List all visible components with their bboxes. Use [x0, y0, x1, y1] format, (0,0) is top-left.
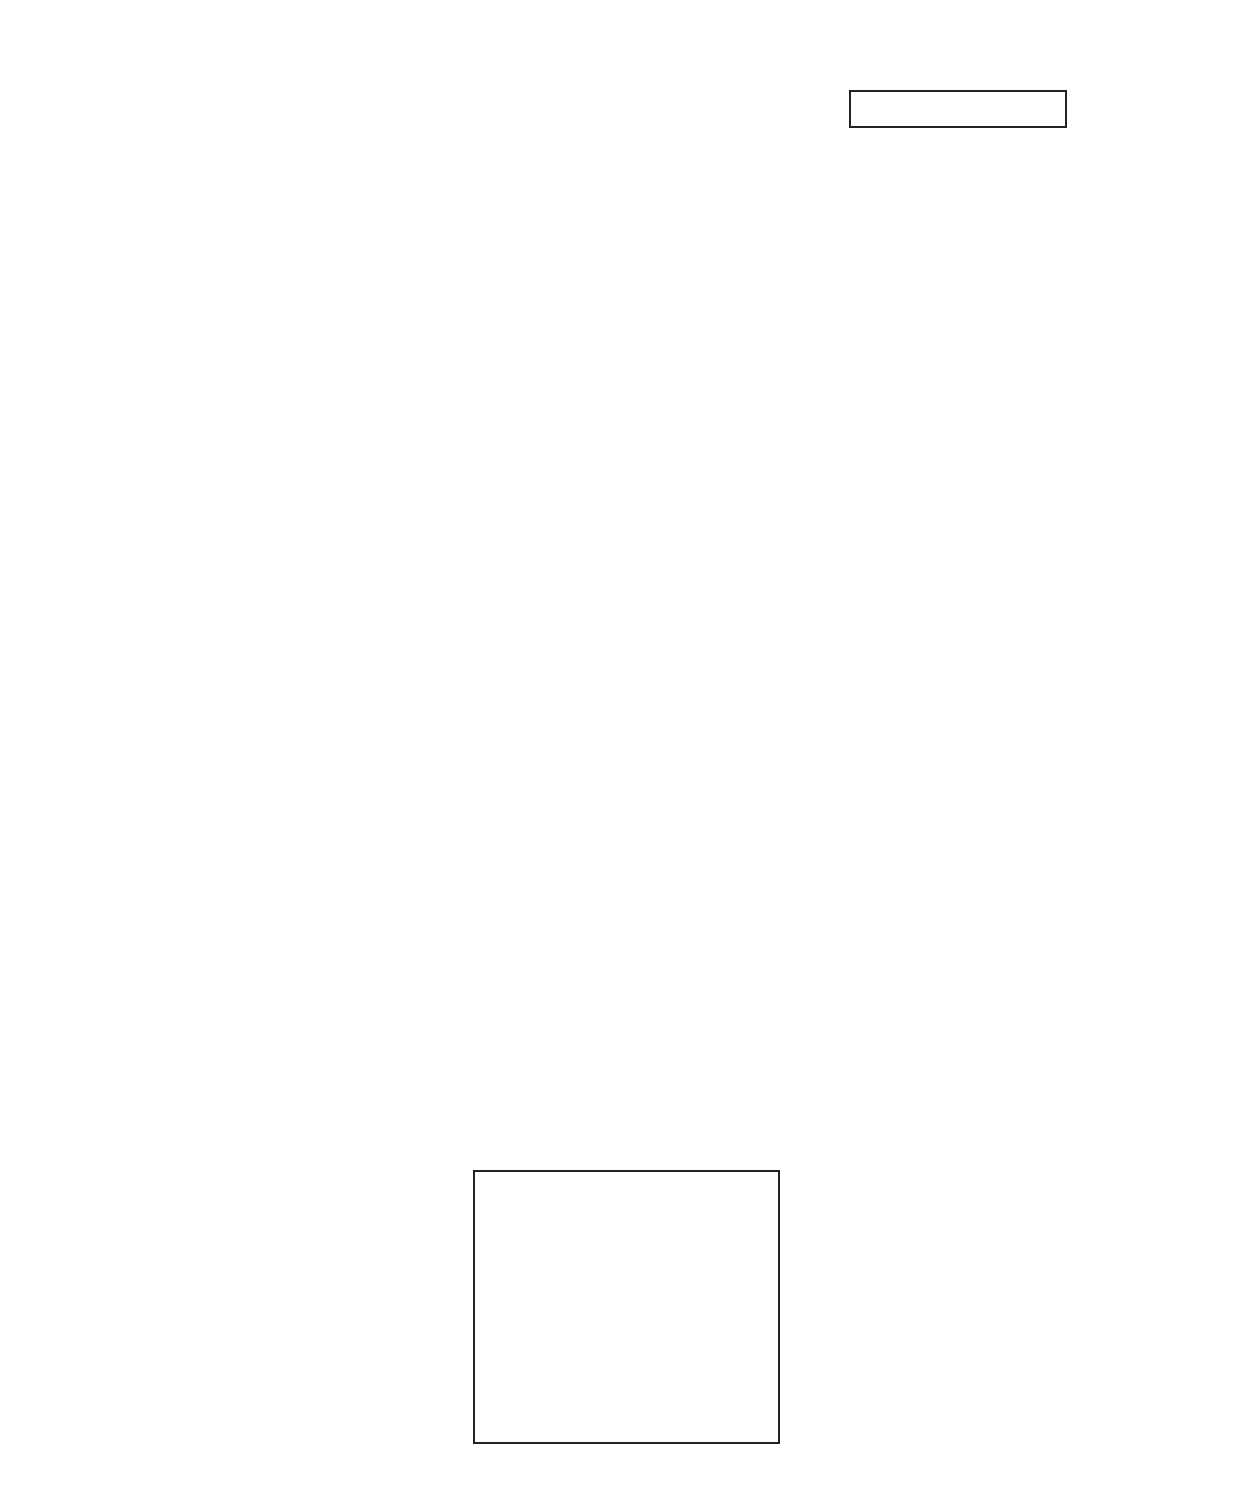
family-of-chords-box	[473, 1170, 780, 1444]
